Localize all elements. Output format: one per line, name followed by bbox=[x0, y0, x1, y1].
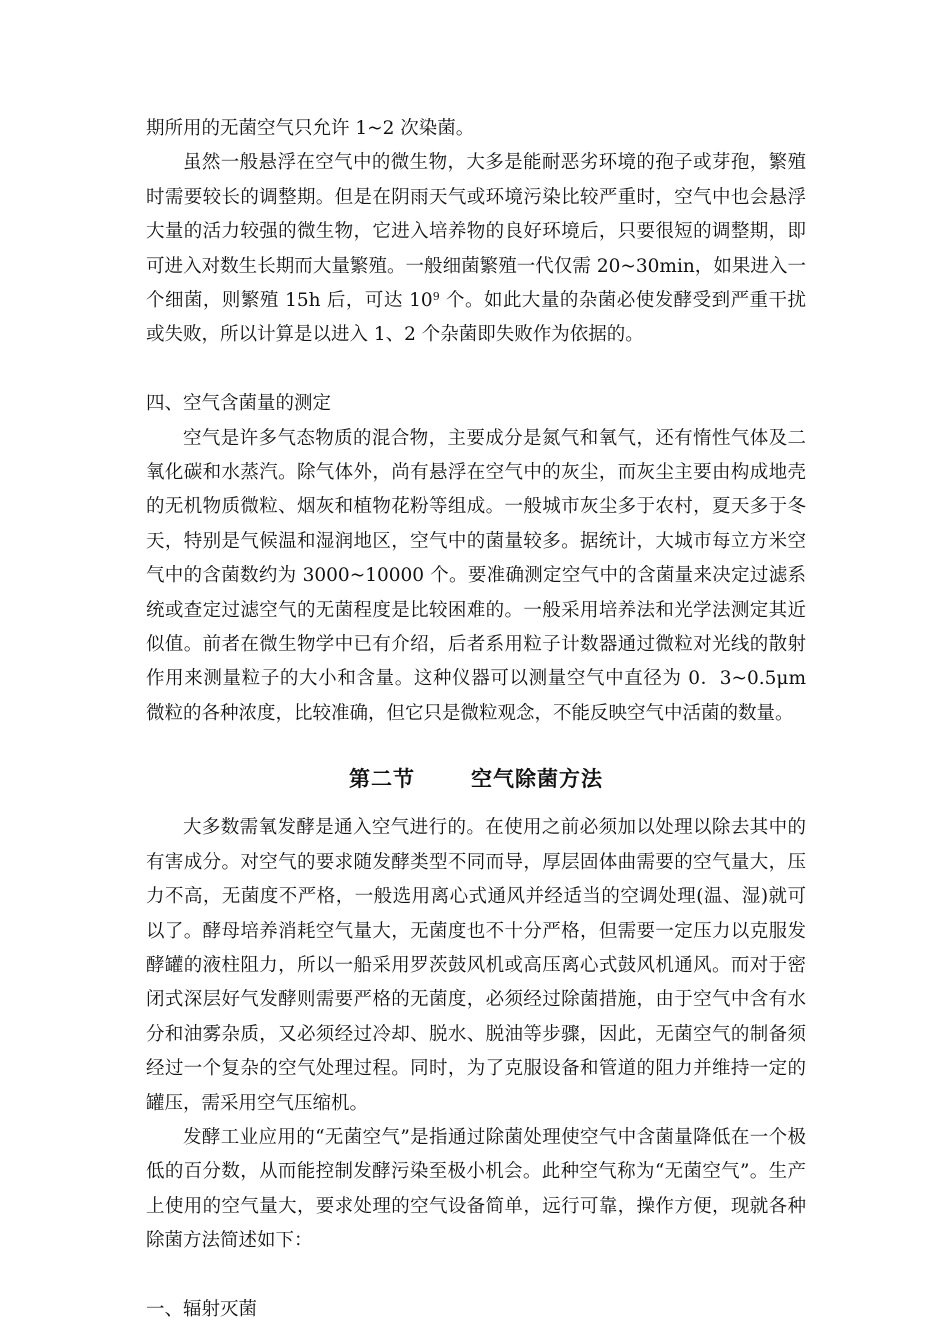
section-title bbox=[146, 761, 806, 797]
paragraph-text-before-exponent: 虽然一般悬浮在空气中的微生物，大多是能耐恶劣环境的孢子或芽孢，繁殖时需要较长的调整期。但是在阴雨天气或环境污染比较严重时，空气中也会悬浮大量的活力较强的微生物，它进入培养物的良好环境后，只要很短的调整期，即可进入对数生长期而大量繁殖。一般细菌繁殖一代仅需 20~30min，如果进入一个细菌，则繁殖 15h 后，可达 10 bbox=[146, 152, 806, 312]
exponent-superscript: 9 bbox=[432, 290, 440, 304]
blank-line bbox=[146, 353, 806, 387]
paragraph-aerobic-fermentation: 大多数需氧发酵是通入空气进行的。在使用之前必须加以处理以除去其中的有害成分。对空气的要求随发酵类型不同而导，厚层固体曲需要的空气量大，压力不高，无菌度不严格，一般选用离心式通风并经适当的空调处理(温、湿)就可以了。酵母培养消耗空气量大，无菌度也不十分严格，但需要一定压力以克服发酵罐的液柱阻力，所以一船采用罗茨鼓风机或高压离心式鼓风机通风。而对于密闭式深层好气发酵则需要严格的无菌度，必须经过除菌措施，由于空气中含有水分和油雾杂质，又必须经过冷却、脱水、脱油等步骤，因此，无菌空气的制备须经过一个复杂的空气处理过程。同时，为了克服设备和管道的阻力并维持一定的罐压，需采用空气压缩机。 bbox=[146, 817, 806, 1114]
subsection-heading-radiation-sterilization: 一、辐射灭菌 bbox=[146, 1298, 258, 1320]
section-number: 第二节 bbox=[349, 766, 415, 792]
paragraph-sterile-air-definition: 发酵工业应用的“无菌空气”是指通过除菌处理使空气中含菌量降低在一个极低的百分数，从而能控制发酵污染至极小机会。此种空气称为“无菌空气”。生产上使用的空气量大，要求处理的空气设备简单，远行可靠，操作方便，现就各种除菌方法简述如下： bbox=[146, 1126, 806, 1252]
continued-paragraph-line: 期所用的无菌空气只允许 1~2 次染菌。 bbox=[146, 118, 475, 139]
section-name: 空气除菌方法 bbox=[471, 766, 603, 792]
blank-line bbox=[146, 1259, 806, 1293]
paragraph-microbe-reproduction bbox=[146, 146, 806, 352]
paragraph-text-after-exponent: 个。如此大量的杂菌必使发酵受到严重干扰或失败，所以计算是以进入 1、2 个杂菌即失败作为依据的。 bbox=[146, 290, 806, 346]
document-body bbox=[146, 112, 806, 1327]
paragraph-air-composition: 空气是许多气态物质的混合物，主要成分是氮气和氧气，还有惰性气体及二氧化碳和水蒸汽。除气体外，尚有悬浮在空气中的灰尘，而灰尘主要由构成地壳的无机物质微粒、烟灰和植物花粉等组成。一般城市灰尘多于农村，夏天多于冬天，特别是气候温和湿润地区，空气中的菌量较多。据统计，大城市每立方米空气中的含菌数约为 3000~10000 个。要准确测定空气中的含菌量来决定过滤系统或查定过滤空气的无菌程度是比较困难的。一般采用培养法和光学法测定其近似值。前者在微生物学中已有介绍，后者系用粒子计数器通过微粒对光线的散射作用来测量粒子的大小和含量。这种仪器可以测量空气中直径为 0．3~0.5μm 微粒的各种浓度，比较准确，但它只是微粒观念，不能反映空气中活菌的数量。 bbox=[146, 427, 806, 724]
subsection-heading-air-bacteria-measurement: 四、空气含菌量的测定 bbox=[146, 393, 332, 415]
